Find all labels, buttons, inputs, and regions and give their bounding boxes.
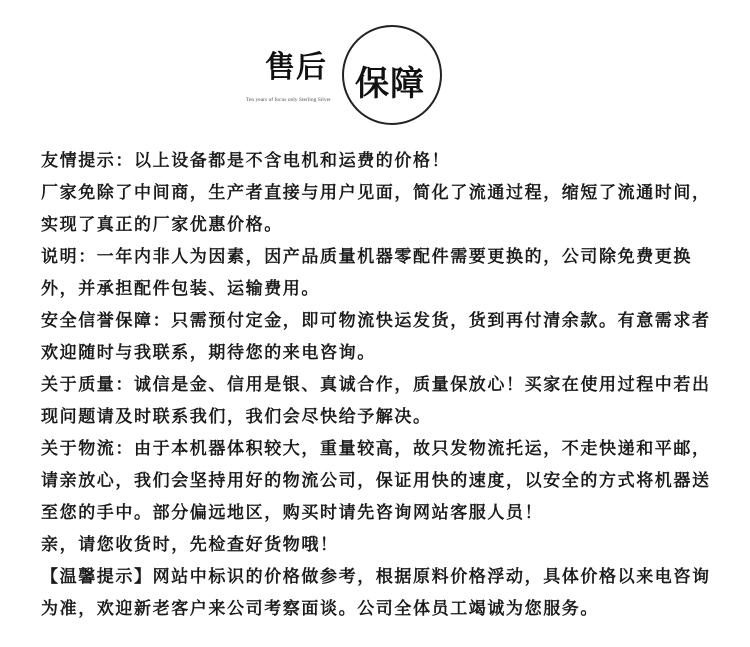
paragraph-warm-tip: 【温馨提示】网站中标识的价格做参考，根据原料价格浮动，具体价格以来电咨询为准，欢迎新老客户来公司考察面谈。公司全体员工竭诚为您服务。 [41,567,711,619]
paragraph-quality: 关于质量：诚信是金、信用是银、真诚合作，质量保放心！买家在使用过程中若出现问题请及时联系我们，我们会尽快给予解决。 [41,375,711,427]
paragraph-inspect-goods: 亲，请您收货时，先检查好货物哦！ [41,535,339,555]
paragraph-factory-direct: 厂家免除了中间商，生产者直接与用户见面，简化了流通过程，缩短了流通时间，实现了真正的厂家优惠价格。 [41,183,711,235]
header-tagline: Ten years of focus only Sterling Silver [246,97,331,103]
paragraph-payment-guarantee: 安全信誉保障：只需预付定金，即可物流快运发货，货到再付清余款。有意需求者欢迎随时与我联系，期待您的来电咨询。 [41,311,711,363]
header-banner [0,0,750,145]
policy-text [41,145,721,625]
title-after-sales: 售后 [265,50,327,85]
paragraph-warranty-note: 说明：一年内非人为因素，因产品质量机器零配件需要更换的，公司除免费更换外，并承担配件包装、运输费用。 [41,247,692,299]
paragraph-friendly-tip: 友情提示：以上设备都是不含电机和运费的价格！ [41,151,451,171]
paragraph-logistics: 关于物流：由于本机器体积较大，重量较高，故只发物流托运，不走快递和平邮，请亲放心，我们会坚持用好的物流公司，保证用快的速度，以安全的方式将机器送至您的手中。部分偏远地区，购买时请先咨询网站客服人员！ [41,439,711,523]
title-guarantee: 保障 [355,64,425,104]
